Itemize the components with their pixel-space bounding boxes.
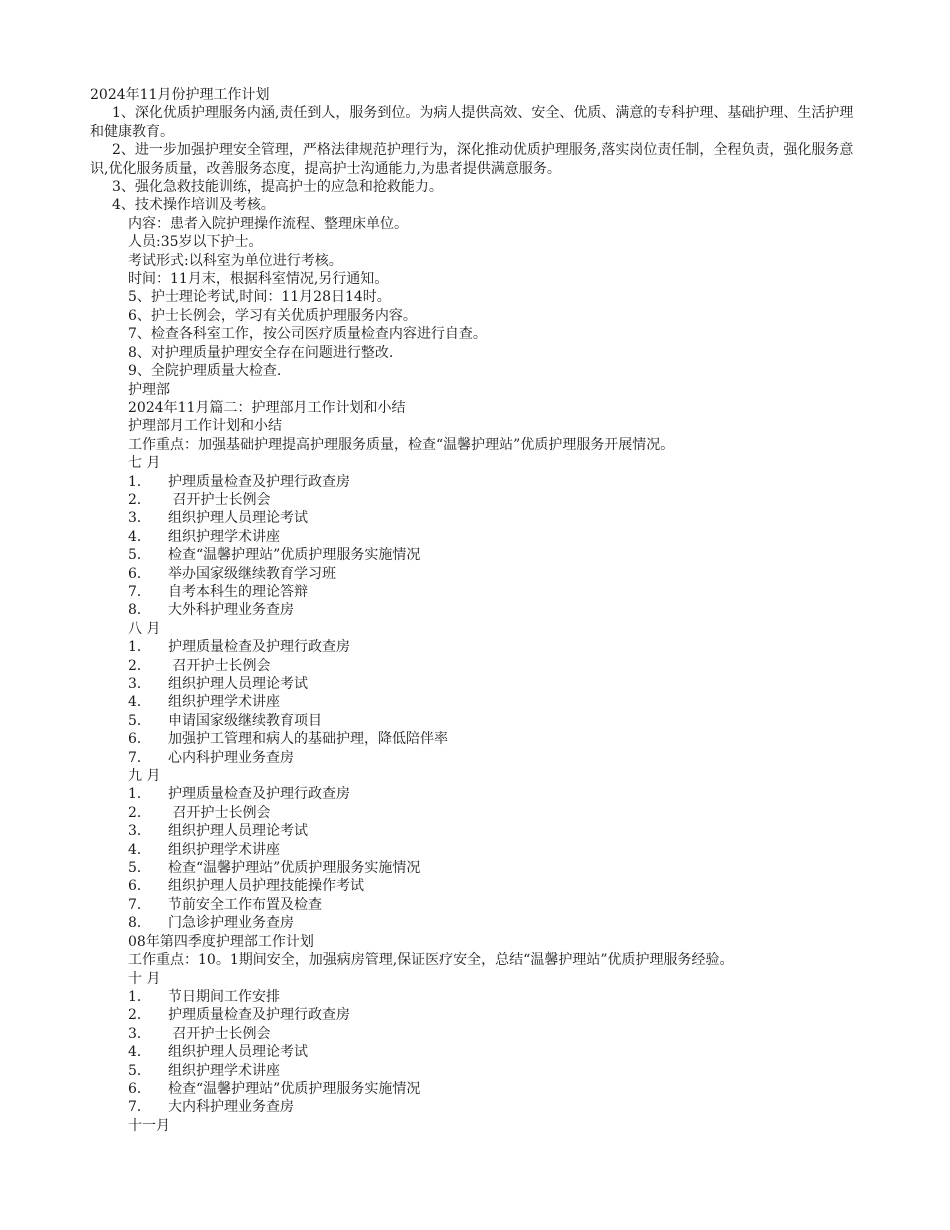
plan-line: 工作重点：加强基础护理提高护理服务质量，检查“温馨护理站”优质护理服务开展情况。 [128,436,675,453]
list-item-number: 1． [128,988,151,1005]
list-item-text: 举办国家级继续教育学习班 [168,565,336,582]
list-item [90,877,860,895]
list-item [90,804,860,822]
list-item [90,841,860,859]
list-item [90,749,860,767]
plan-line: 7、检查各科室工作，按公司医疗质量检查内容进行自查。 [128,326,487,343]
paragraph-2: 2、进一步加强护理安全管理，严格法律规范护理行为，深化推动优质护理服务,落实岗位责任制，全程负责，强化服务意识,优化服务质量，改善服务态度，提高护士沟通能力,为患者提供满意服务。 [90,142,854,177]
list-item-text: 申请国家级继续教育项目 [168,712,322,729]
list-item [90,822,860,840]
list-item [90,914,860,932]
list-item-number: 5． [128,712,151,729]
list-item-number: 6． [128,1080,151,1097]
list-item-number: 4． [128,528,151,545]
list-item-number: 3． [128,510,151,527]
list-item-number: 7． [128,896,151,913]
list-item-text: 护理质量检查及护理行政查房 [168,1007,350,1024]
list-item-number: 7． [128,749,151,766]
list-item-number: 1． [128,473,151,490]
paragraph-1: 1、深化优质护理服务内涵,责任到人，服务到位。为病人提供高效、安全、优质、满意的专科护理、基础护理、生活护理和健康教育。 [90,105,854,140]
list-item-number: 6． [128,878,151,895]
list-item [90,712,860,730]
list-item-number: 3． [128,823,151,840]
list-item-number: 1． [128,639,151,656]
list-item-number: 8． [128,915,151,932]
list-item-text: 加强护工管理和病人的基础护理，降低陪伴率 [168,731,448,748]
list-item-number: 2． [128,657,151,674]
plan-line: 护理部月工作计划和小结 [128,418,282,435]
month-heading: 十 月 [128,970,161,987]
list-item-number: 4． [128,1044,151,1061]
list-item-number: 5． [128,860,151,877]
list-item [90,601,860,619]
list-item-text: 召开护士长例会 [168,1025,271,1042]
list-item-number: 5． [128,547,151,564]
list-item [90,1043,860,1061]
list-item-number: 2． [128,1007,151,1024]
list-item-text: 检查“温馨护理站”优质护理服务实施情况 [168,547,421,564]
plan-line: 6、护士长例会，学习有关优质护理服务内容。 [128,307,417,324]
list-item [90,491,860,509]
plan-lines [90,215,860,454]
plan-line: 时间：11月末，根据科室情况,另行通知。 [128,271,389,288]
list-item [90,1025,860,1043]
plan-line: 护理部 [128,381,170,398]
list-item-text: 护理质量检查及护理行政查房 [168,786,350,803]
list-item-text: 召开护士长例会 [168,657,271,674]
list-item-text: 组织护理人员理论考试 [168,1044,308,1061]
list-item-number: 3． [128,676,151,692]
list-item-text: 组织护理人员理论考试 [168,510,308,527]
list-item-number: 6． [128,565,151,582]
list-item-number: 2． [128,804,151,821]
list-item-text: 组织护理学术讲座 [168,1062,280,1079]
plan-line: 人员:35岁以下护士。 [128,234,263,251]
list-item-number: 7． [128,1099,151,1116]
list-item-text: 大外科护理业务查房 [168,602,294,619]
list-item [90,546,860,564]
list-item [90,657,860,675]
list-item-text: 自考本科生的理论答辩 [168,583,308,600]
list-item [90,565,860,583]
plan-line: 2024年11月篇二：护理部月工作计划和小结 [128,399,406,416]
list-item-number: 6． [128,731,151,748]
list-item [90,473,860,491]
q4-focus: 工作重点：10。1期间安全，加强病房管理,保证医疗安全，总结“温馨护理站”优质护理服务经验。 [128,952,734,969]
list-item-text: 组织护理人员理论考试 [168,823,308,840]
list-item [90,528,860,546]
list-item-text: 组织护理人员护理技能操作考试 [168,878,364,895]
month-section-october [90,970,860,1117]
list-item [90,509,860,527]
list-item [90,638,860,656]
plan-line: 9、全院护理质量大检查. [128,363,282,380]
list-item [90,1098,860,1116]
list-item-text: 组织护理学术讲座 [168,694,280,711]
list-item-text: 大内科护理业务查房 [168,1099,294,1116]
list-item-number: 5． [128,1062,151,1079]
month-heading: 八 月 [128,620,161,637]
list-item-text: 护理质量检查及护理行政查房 [168,639,350,656]
list-item [90,1062,860,1080]
plan-line: 8、对护理质量护理安全存在问题进行整改. [128,344,394,361]
list-item-text: 护理质量检查及护理行政查房 [168,473,350,490]
month-heading-november: 十一月 [128,1117,170,1134]
list-item-text: 检查“温馨护理站”优质护理服务实施情况 [168,860,421,877]
list-item [90,1006,860,1024]
list-item-number: 8． [128,602,151,619]
list-item-text: 组织护理学术讲座 [168,528,280,545]
list-item-number: 4． [128,841,151,858]
list-item-text: 召开护士长例会 [168,804,271,821]
list-item-number: 4． [128,694,151,711]
list-item [90,1080,860,1098]
list-item-number: 2． [128,491,151,508]
list-item [90,785,860,803]
month-section-august [90,620,860,767]
plan-line: 5、护士理论考试,时间：11月28日14时。 [128,289,391,306]
list-item-text: 节日期间工作安排 [168,988,280,1005]
plan-line: 内容：患者入院护理操作流程、整理床单位。 [128,215,408,232]
list-item-text: 组织护理学术讲座 [168,841,280,858]
list-item [90,693,860,711]
list-item-text: 检查“温馨护理站”优质护理服务实施情况 [168,1080,421,1097]
list-item-text: 召开护士长例会 [168,491,271,508]
month-section-july [90,454,860,620]
month-heading: 七 月 [128,455,161,472]
list-item-number: 7． [128,583,151,600]
list-item-text: 节前安全工作布置及检查 [168,896,322,913]
list-item-number: 1． [128,786,151,803]
paragraph-4: 4、技术操作培训及考核。 [112,197,275,214]
list-item [90,583,860,601]
paragraph-3: 3、强化急救技能训练，提高护士的应急和抢救能力。 [112,179,443,196]
plan-line: 考试形式:以科室为单位进行考核。 [128,252,343,269]
list-item [90,675,860,693]
month-heading: 九 月 [128,768,161,785]
list-item-text: 心内科护理业务查房 [168,749,294,766]
list-item [90,859,860,877]
q4-title: 08年第四季度护理部工作计划 [128,933,314,950]
list-item-text: 组织护理人员理论考试 [168,676,308,692]
list-item [90,988,860,1006]
list-item-text: 门急诊护理业务查房 [168,915,294,932]
list-item-number: 3． [128,1025,151,1042]
month-section-september [90,767,860,933]
list-item [90,730,860,748]
document-title: 2024年11月份护理工作计划 [90,87,270,103]
list-item [90,896,860,914]
